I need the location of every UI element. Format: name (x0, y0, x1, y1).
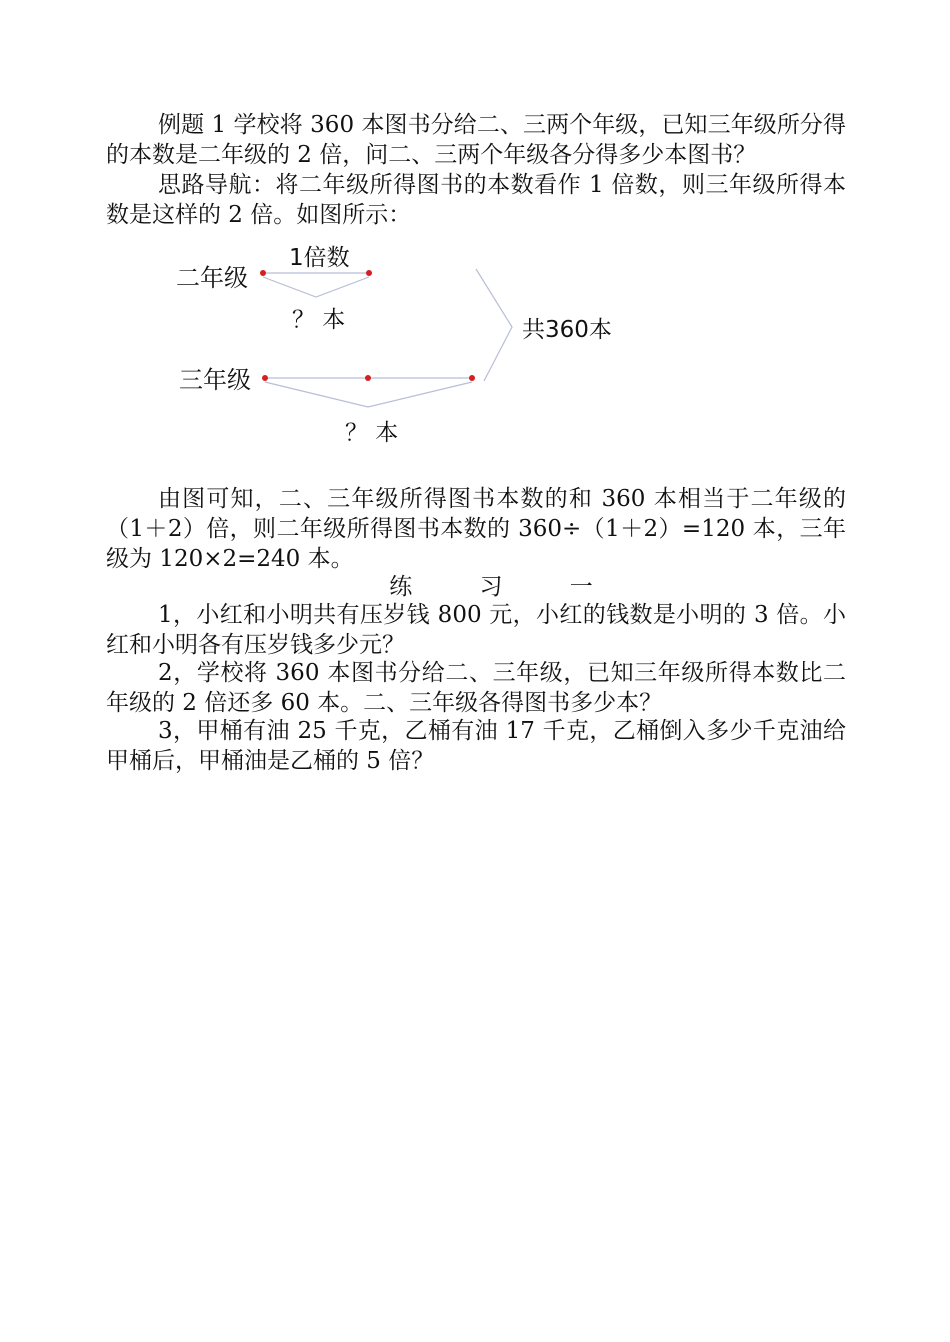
solution-paragraph: 由图可知，二、三年级所得图书本数的和 360 本相当于二年级的（1＋2）倍，则二年级所得图书本数的 360÷（1＋2）=120 本，三年级为 120×2=240 本。 (106, 486, 846, 572)
grade2-label: 二年级 (176, 264, 248, 292)
segment-diagram (0, 235, 950, 455)
grade2-brace (263, 277, 369, 297)
grade2-unknown-label: ？ 本 (292, 307, 346, 333)
grade3-point-start (262, 375, 268, 381)
exercise-item-2: 2，学校将 360 本图书分给二、三年级，已知三年级所得本数比二年级的 2 倍还多 60 本。二、三年级各得图书多少本？ (106, 660, 846, 716)
grade3-unknown-label: ？ 本 (345, 420, 399, 446)
one-times-label: 1倍数 (289, 245, 350, 271)
grade2-point-end (366, 270, 372, 276)
exercise-title: 练 习 一 (389, 574, 623, 600)
grade3-label: 三年级 (179, 366, 251, 394)
exercise-item-1: 1，小红和小明共有压岁钱 800 元，小红的钱数是小明的 3 倍。小红和小明各有压岁钱多少元？ (106, 602, 846, 658)
grade2-point-start (260, 270, 266, 276)
total-brace (476, 269, 512, 381)
total-label: 共360本 (522, 317, 612, 343)
grade3-point-end (469, 375, 475, 381)
exercise-item-3: 3，甲桶有油 25 千克，乙桶有油 17 千克，乙桶倒入多少千克油给甲桶后，甲桶油是乙桶的 5 倍？ (106, 718, 846, 774)
grade3-point-mid (365, 375, 371, 381)
example-problem: 例题 1 学校将 360 本图书分给二、三两个年级，已知三年级所分得的本数是二年级的 2 倍，问二、三两个年级各分得多少本图书？ (106, 112, 846, 168)
grade3-brace (265, 382, 472, 407)
example-guide: 思路导航：将二年级所得图书的本数看作 1 倍数，则三年级所得本数是这样的 2 倍。如图所示： (106, 172, 846, 228)
